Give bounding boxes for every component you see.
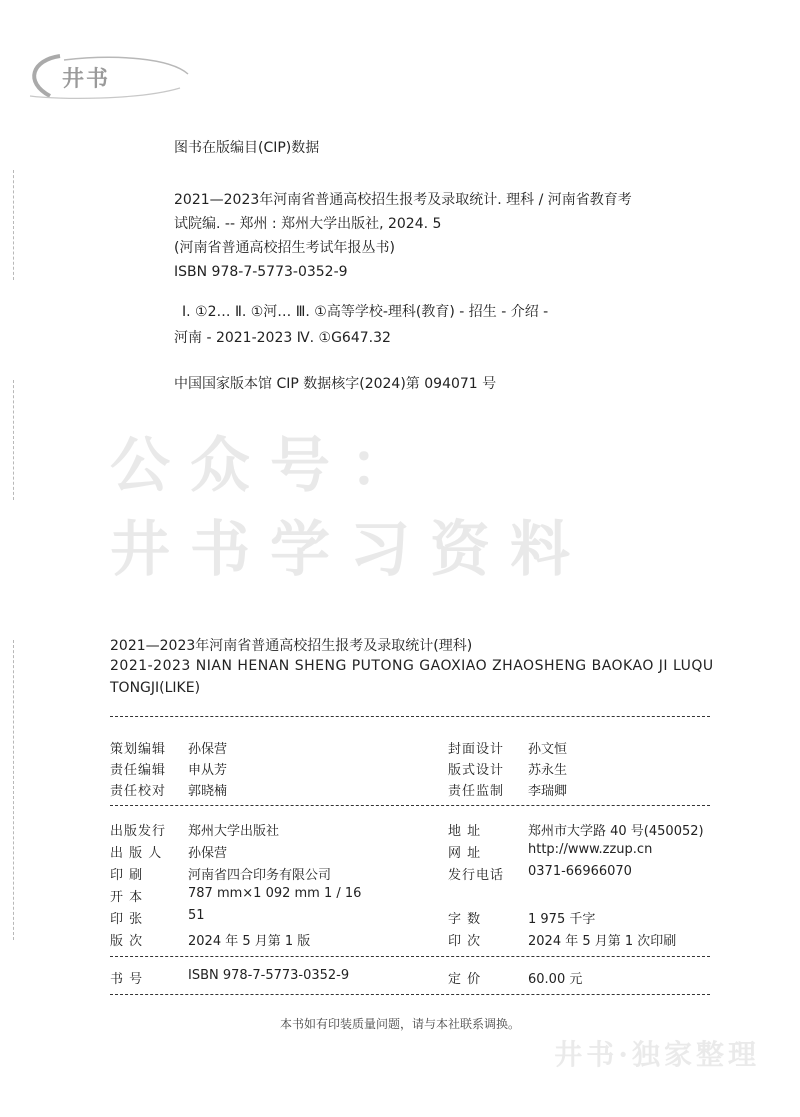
publication-value: 787 mm×1 092 mm 1 / 16 [188,886,362,901]
credit-label: 责任校对 [110,784,167,799]
isbn-value: ISBN 978-7-5773-0352-9 [188,968,350,983]
publication-label: 印 刷 [110,868,144,883]
publication-value: 郑州市大学路 40 号(450052) [528,824,704,839]
divider [110,805,710,806]
cip-line: ISBN 978-7-5773-0352-9 [174,264,348,280]
book-title-pinyin-2: TONGJI(LIKE) [110,680,201,696]
credit-value: 申从芳 [188,763,228,778]
publication-value: 郑州大学出版社 [188,824,280,839]
publication-label: 字 数 [448,912,482,927]
publication-label: 出版发行 [110,824,167,839]
publication-row [110,908,710,930]
margin-dashes [13,640,14,940]
cip-line: 试院编. -- 郑州 : 郑州大学出版社, 2024. 5 [174,216,442,232]
cip-line: Ⅰ. ①2… Ⅱ. ①河… Ⅲ. ①高等学校-理科(教育) - 招生 - 介绍 - [182,304,549,320]
footer-note: 本书如有印装质量问题，请与本社联系调换。 [279,1017,520,1031]
book-title-pinyin: 2021-2023 NIAN HENAN SHENG PUTONG GAOXIAO ZHAOSHENG BAOKAO JI LUQU [110,658,714,674]
publication-row [110,864,710,886]
price-label: 定 价 [448,972,482,987]
publication-value: 河南省四合印务有限公司 [188,868,332,883]
credit-label: 策划编辑 [110,742,167,757]
publication-value: 2024 年 5 月第 1 次印刷 [528,934,677,949]
publication-label: 网 址 [448,846,482,861]
publication-row [110,842,710,864]
publication-row [110,886,710,908]
publication-value: 1 975 千字 [528,912,596,927]
divider [110,716,710,717]
isbn-label: 书 号 [110,972,144,987]
publication-value: 2024 年 5 月第 1 版 [188,934,311,949]
price-row [110,968,710,990]
credit-value: 孙保营 [188,742,228,757]
publication-label: 出 版 人 [110,846,163,861]
publication-label: 地 址 [448,824,482,839]
margin-dashes [13,170,14,280]
publication-label: 印 次 [448,934,482,949]
publication-value: http://www.zzup.cn [528,842,653,857]
credit-label: 封面设计 [448,742,505,757]
footer-brand-watermark: 井书·独家整理 [554,1038,760,1071]
credit-row [110,738,710,760]
logo-text: 井书 [62,66,111,92]
credit-value: 郭晓楠 [188,784,228,799]
publication-value: 0371-66966070 [528,864,632,879]
cip-line: 2021—2023年河南省普通高校招生报考及录取统计. 理科 / 河南省教育考 [174,192,632,208]
margin-dashes [13,380,14,500]
credit-value: 李瑞卿 [528,784,568,799]
publication-label: 印 张 [110,912,144,927]
publication-row [110,820,710,842]
credit-value: 孙文恒 [528,742,568,757]
watermark-line-2: 井书学习资料 [110,515,590,585]
publication-label: 发行电话 [448,868,505,883]
price-value: 60.00 元 [528,972,583,987]
publication-label: 开 本 [110,890,144,905]
publication-label: 版 次 [110,934,144,949]
credit-label: 责任编辑 [110,763,167,778]
divider [110,956,710,957]
publication-value: 孙保营 [188,846,228,861]
publication-value: 51 [188,908,205,923]
book-title-cn: 2021—2023年河南省普通高校招生报考及录取统计(理科) [110,638,473,654]
cip-line: (河南省普通高校招生考试年报丛书) [174,240,395,256]
credit-value: 苏永生 [528,763,568,778]
credit-row [110,759,710,781]
credit-label: 责任监制 [448,784,505,799]
cip-number: 中国国家版本馆 CIP 数据核字(2024)第 094071 号 [174,376,497,392]
credit-label: 版式设计 [448,763,505,778]
publication-row [110,930,710,952]
cip-line: 河南 - 2021-2023 Ⅳ. ①G647.32 [174,330,391,346]
watermark-line-1: 公众号： [110,431,430,501]
credit-row [110,780,710,802]
divider [110,994,710,995]
cip-title: 图书在版编目(CIP)数据 [174,140,320,156]
